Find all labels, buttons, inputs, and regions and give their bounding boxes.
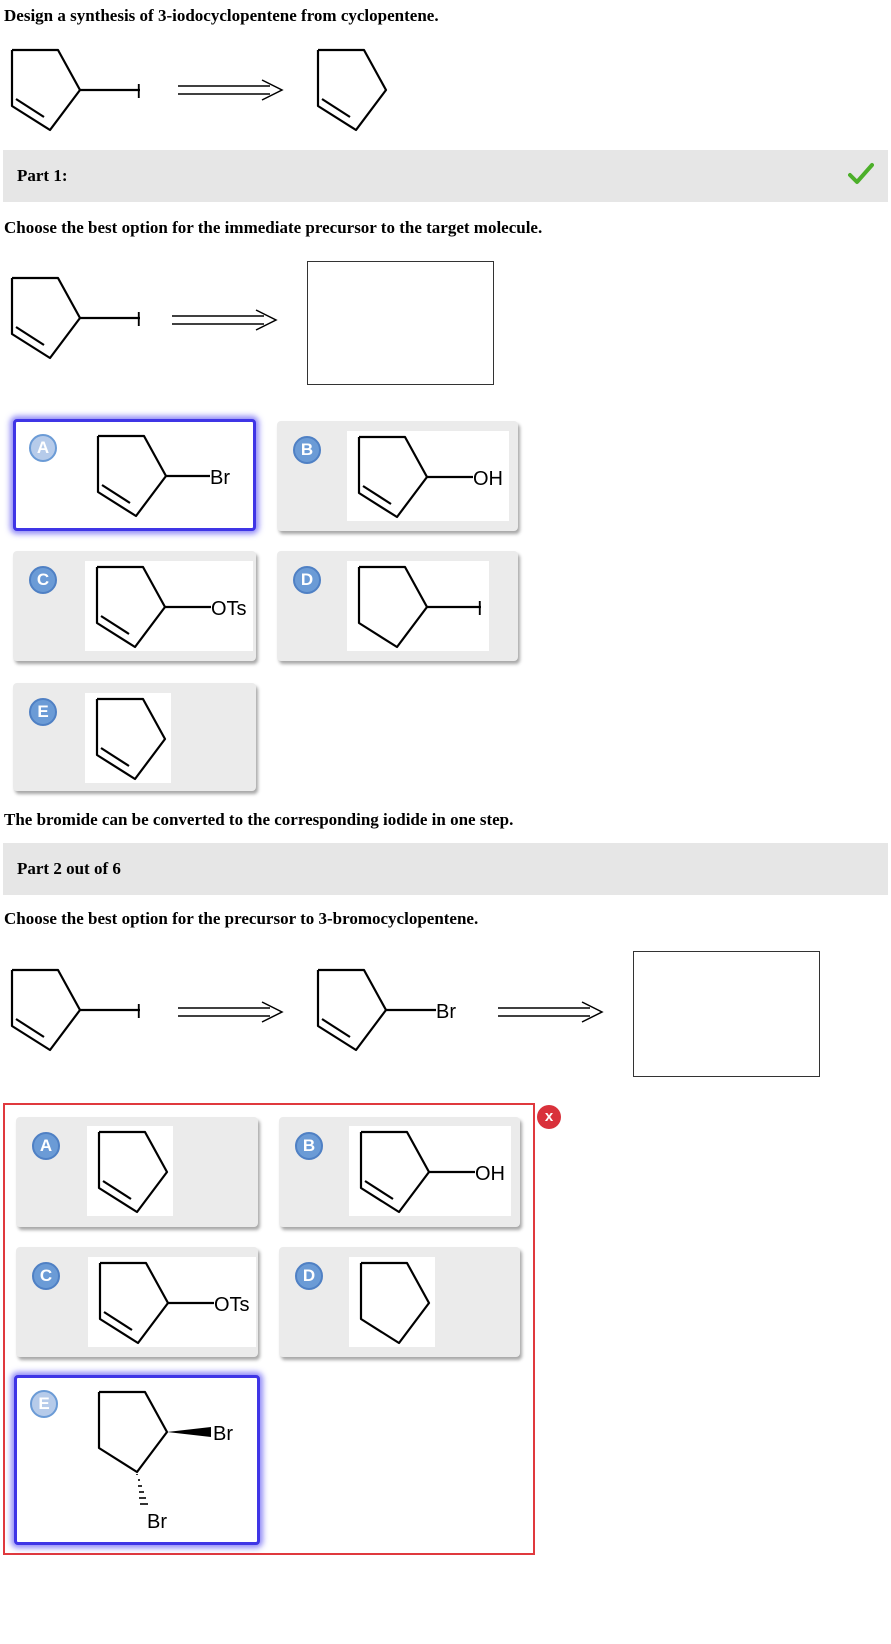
option-letter-badge: D bbox=[293, 566, 321, 594]
part2-option-b[interactable] bbox=[279, 1117, 520, 1227]
option-letter-badge: D bbox=[295, 1262, 323, 1290]
bromocyclopentene-molecule bbox=[318, 970, 386, 1050]
part1-label: Part 1: bbox=[17, 166, 68, 185]
wedge-bromo-label: Br bbox=[213, 1423, 233, 1445]
part2-header bbox=[3, 843, 888, 895]
option-letter-badge: E bbox=[30, 1390, 58, 1418]
option-substituent-label: OTs bbox=[214, 1294, 250, 1316]
option-letter-badge: A bbox=[32, 1132, 60, 1160]
cyclopentene-molecule bbox=[318, 50, 386, 130]
part1-option-a[interactable] bbox=[13, 419, 256, 531]
part1-feedback: The bromide can be converted to the corresponding iodide in one step. bbox=[4, 810, 514, 829]
option-molecule bbox=[85, 561, 253, 651]
option-molecule bbox=[86, 430, 242, 520]
part2-scheme bbox=[0, 962, 620, 1062]
retro-arrow-icon bbox=[178, 1002, 282, 1022]
option-molecule bbox=[347, 431, 509, 521]
option-molecule bbox=[347, 561, 489, 651]
check-icon bbox=[848, 162, 874, 186]
target-iodine-label: I bbox=[136, 81, 142, 103]
option-molecule bbox=[349, 1257, 435, 1347]
part1-option-b[interactable] bbox=[277, 421, 518, 531]
option-molecule bbox=[349, 1126, 511, 1216]
part1-header bbox=[3, 150, 888, 202]
part2-option-d[interactable] bbox=[279, 1247, 520, 1357]
part2-target-iodine-label: I bbox=[136, 1001, 142, 1023]
option-letter-badge: B bbox=[295, 1132, 323, 1160]
target-molecule bbox=[12, 970, 80, 1050]
part1-option-d[interactable] bbox=[277, 551, 518, 661]
target-molecule bbox=[12, 50, 80, 130]
part1-answer-box[interactable] bbox=[307, 261, 494, 385]
part2-option-a[interactable] bbox=[16, 1117, 258, 1227]
option-substituent-label: I bbox=[477, 598, 483, 620]
part2-option-c[interactable] bbox=[16, 1247, 258, 1357]
x-icon: x bbox=[537, 1105, 561, 1129]
retro-arrow-icon bbox=[498, 1002, 602, 1022]
retro-arrow-icon bbox=[172, 310, 276, 330]
option-letter-badge: A bbox=[29, 434, 57, 462]
option-substituent-label: OTs bbox=[211, 598, 247, 620]
option-molecule bbox=[88, 1257, 256, 1347]
problem-prompt: Design a synthesis of 3-iodocyclopentene from cyclopentene. bbox=[4, 6, 439, 25]
part1-question: Choose the best option for the immediate precursor to the target molecule. bbox=[4, 218, 543, 237]
option-molecule bbox=[87, 1126, 173, 1216]
option-letter-badge: B bbox=[293, 436, 321, 464]
part1-scheme bbox=[0, 270, 300, 370]
retro-arrow-icon bbox=[178, 80, 282, 100]
part1-option-e[interactable] bbox=[13, 683, 256, 791]
option-substituent-label: OH bbox=[475, 1163, 505, 1185]
part2-label: Part 2 out of 6 bbox=[17, 859, 121, 878]
part2-question: Choose the best option for the precursor to 3-bromocyclopentene. bbox=[4, 909, 479, 928]
part2-option-e[interactable] bbox=[14, 1375, 260, 1545]
option-letter-badge: C bbox=[32, 1262, 60, 1290]
part1-target-iodine-label: I bbox=[136, 309, 142, 331]
option-letter-badge: C bbox=[29, 566, 57, 594]
target-molecule bbox=[12, 278, 80, 358]
option-molecule bbox=[85, 693, 171, 783]
option-substituent-label: OH bbox=[473, 468, 503, 490]
hashed-bromo-label: Br bbox=[147, 1511, 167, 1532]
part1-option-c[interactable] bbox=[13, 551, 256, 661]
top-retrosynthesis-scheme bbox=[0, 42, 420, 142]
option-letter-badge: E bbox=[29, 698, 57, 726]
option-molecule bbox=[87, 1386, 243, 1532]
part2-answer-box[interactable] bbox=[633, 951, 820, 1077]
option-substituent-label: Br bbox=[210, 467, 230, 489]
intermediate-bromo-label: Br bbox=[436, 1001, 456, 1023]
